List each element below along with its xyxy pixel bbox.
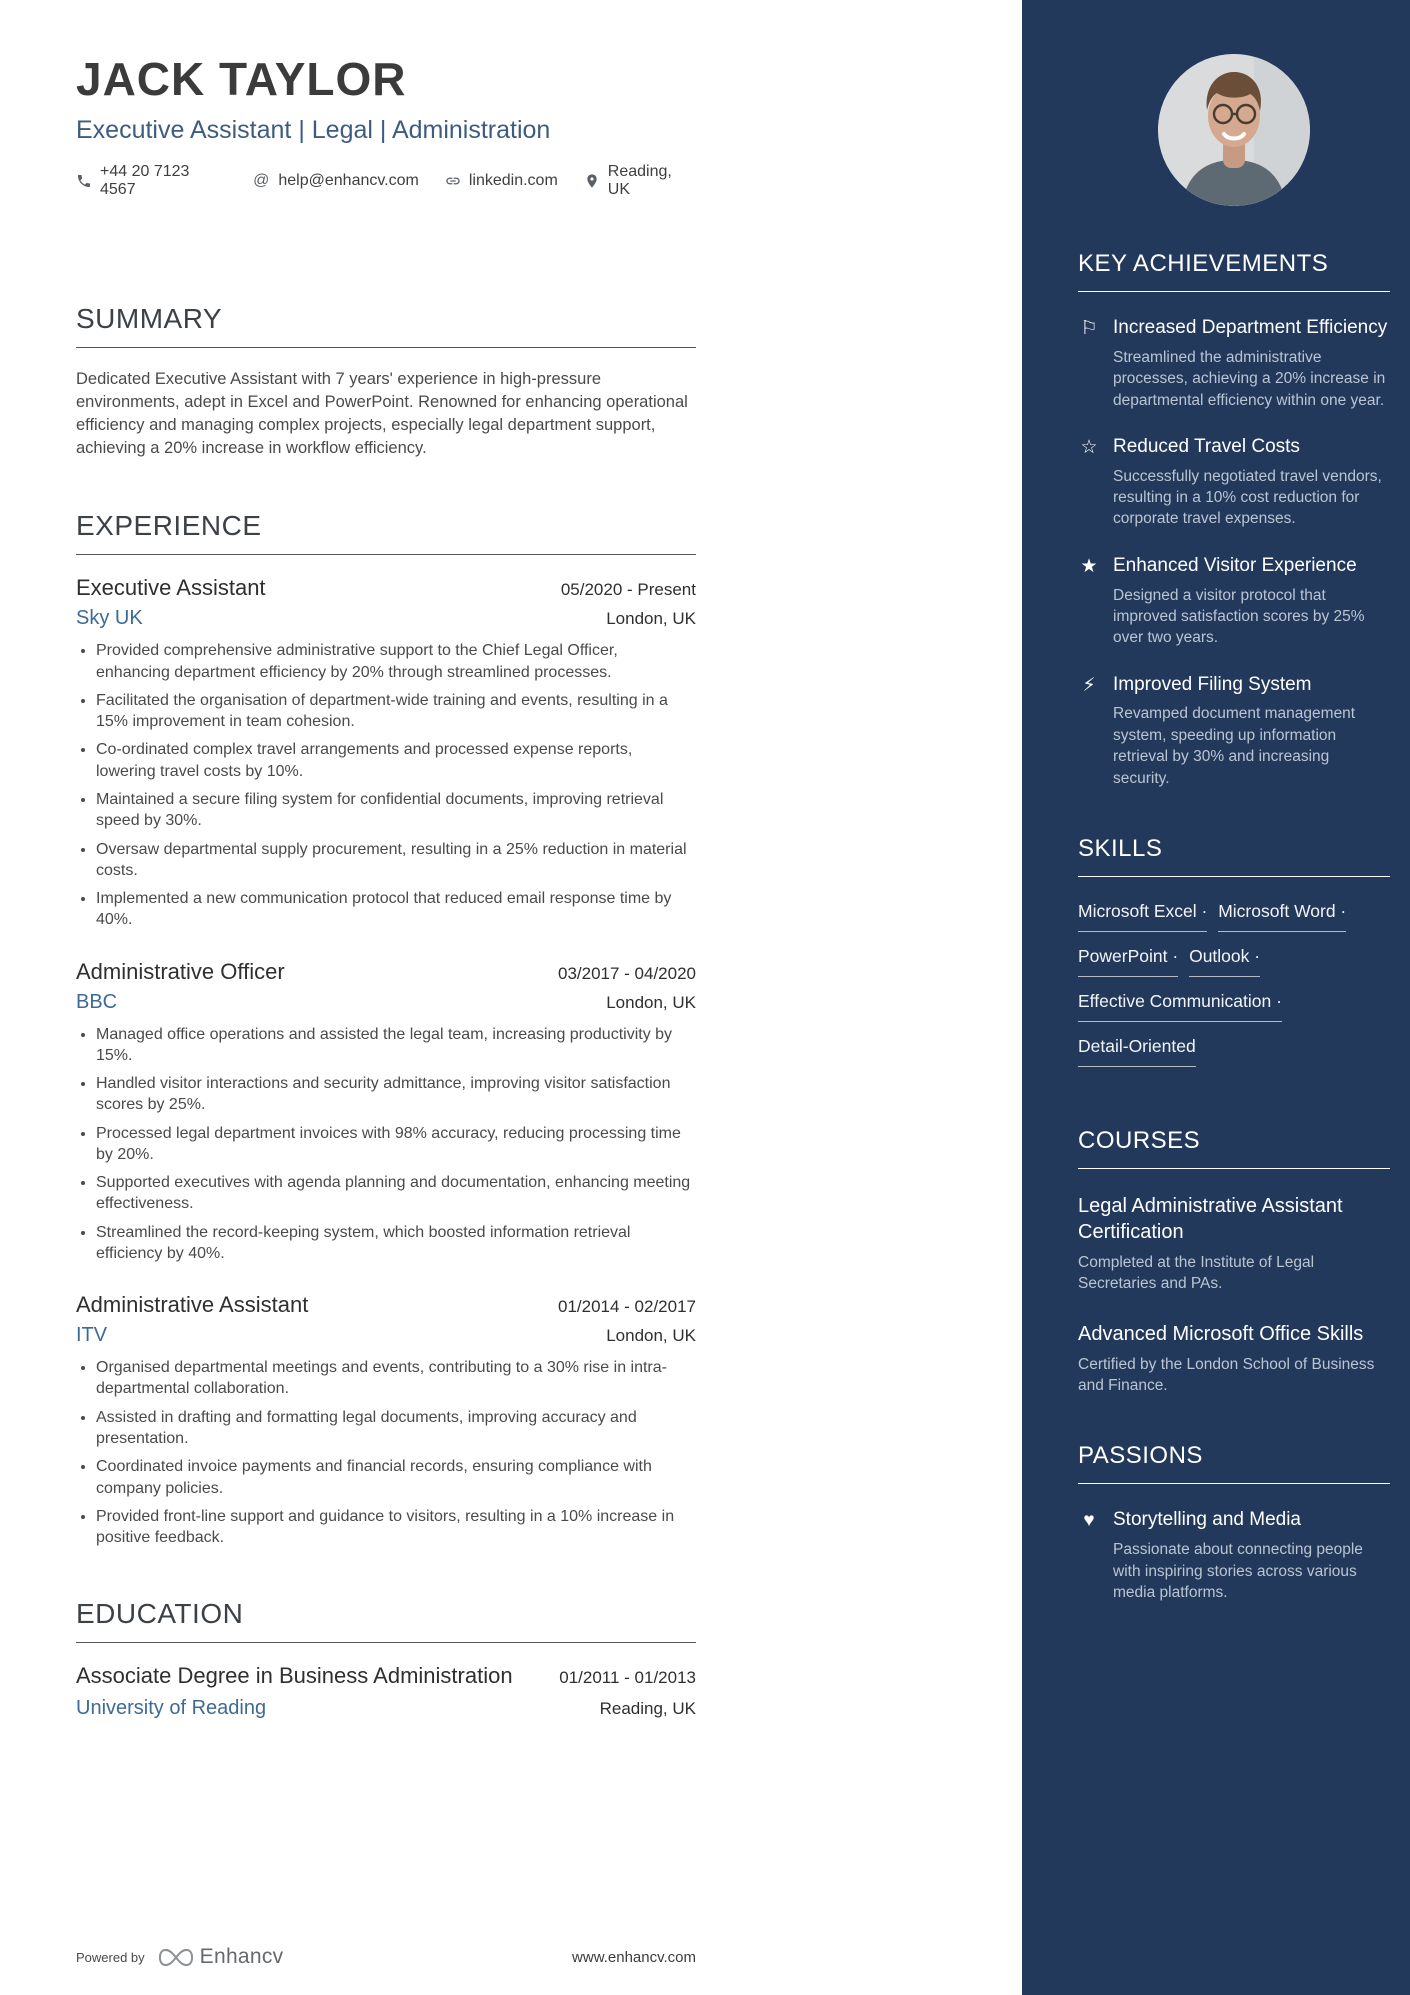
job-dates: 03/2017 - 04/2020 — [557, 963, 696, 983]
education-location: Reading, UK — [599, 1699, 696, 1719]
enhancv-brand[interactable] — [159, 1945, 284, 1969]
course-title: Legal Administrative Assistant Certification — [1078, 1194, 1343, 1243]
bullet-item: • Supported executives with agenda planning and documentation, enhancing meeting effectiveness. — [96, 1172, 696, 1215]
enhancv-logo-icon — [159, 1948, 193, 1967]
passions-heading: PASSIONS — [1078, 1442, 1390, 1484]
skill-item: Detail-Oriented — [1078, 1036, 1196, 1067]
achievement-item — [1078, 1508, 1390, 1603]
main-content — [76, 52, 696, 1720]
achievement-title: Enhanced Visitor Experience — [1113, 554, 1357, 576]
experience-item — [76, 575, 696, 930]
education-item — [76, 1663, 696, 1720]
achievement-text: Successfully negotiated travel vendors, resulting in a 10% cost reduction for corporate travel expenses. — [1113, 467, 1382, 528]
candidate-name: JACK TAYLOR — [76, 53, 407, 105]
company-name: ITV — [76, 1324, 108, 1347]
achievement-text: Passionate about connecting people with inspiring stories across various media platforms. — [1113, 1541, 1363, 1601]
achievement-item — [1078, 435, 1390, 530]
page-footer — [76, 1945, 696, 1969]
email-icon: @ — [253, 172, 270, 189]
bolt-icon: ⚡ — [1082, 674, 1096, 696]
experience-heading: EXPERIENCE — [76, 510, 696, 555]
achievement-title: Increased Department Efficiency — [1113, 317, 1388, 338]
heart-icon: ♥ — [1083, 1510, 1095, 1532]
passions-list — [1078, 1508, 1390, 1603]
company-name: Sky UK — [76, 607, 143, 630]
key-achievements-section — [1078, 250, 1390, 789]
courses-section — [1078, 1127, 1390, 1397]
education-section — [76, 1598, 696, 1720]
skill-item: Microsoft Word · — [1218, 901, 1346, 932]
achievement-text: Designed a visitor protocol that improved satisfaction scores by 25% over two years. — [1113, 586, 1365, 647]
course-item — [1078, 1321, 1390, 1397]
summary-heading: SUMMARY — [76, 303, 696, 348]
achievement-text: Revamped document management system, speeding up information retrieval by 30% and increasing security. — [1113, 705, 1356, 787]
skills-section — [1078, 835, 1390, 1081]
job-bullets — [76, 1357, 696, 1548]
bullet-item: • Maintained a secure filing system for confidential documents, improving retrieval speed by 30%. — [96, 789, 696, 832]
enhancv-website-link[interactable]: www.enhancv.com — [572, 1948, 696, 1966]
job-bullets — [76, 1024, 696, 1265]
candidate-title: Executive Assistant | Legal | Administration — [76, 116, 551, 144]
achievements-list — [1078, 316, 1390, 789]
phone-contact — [76, 163, 226, 199]
job-title: Administrative Assistant — [76, 1292, 309, 1318]
achievement-title: Reduced Travel Costs — [1113, 435, 1300, 457]
course-text: Certified by the London School of Business and Finance. — [1078, 1355, 1375, 1394]
email-address: help@enhancv.com — [278, 172, 419, 189]
location-text: Reading, UK — [607, 163, 672, 198]
bullet-item: • Streamlined the record-keeping system, which boosted information retrieval efficiency by 40%. — [96, 1222, 696, 1265]
job-location: London, UK — [606, 1326, 696, 1346]
phone-icon — [76, 173, 92, 189]
bullet-item: • Managed office operations and assisted the legal team, increasing productivity by 15%. — [96, 1024, 696, 1067]
bullet-item: • Coordinated invoice payments and financial records, ensuring compliance with company policies. — [96, 1456, 696, 1499]
bullet-item: • Facilitated the organisation of department-wide training and events, resulting in a 15% improvement in team cohesion. — [96, 690, 696, 733]
achievement-item — [1078, 673, 1390, 789]
profile-photo — [1158, 54, 1310, 206]
achievement-item — [1078, 554, 1390, 649]
bullet-item: • Co-ordinated complex travel arrangements and processed expense reports, lowering travel costs by 10%. — [96, 739, 696, 782]
linkedin-url: linkedin.com — [468, 172, 558, 189]
job-title: Administrative Officer — [76, 958, 285, 984]
achievement-title: Storytelling and Media — [1113, 1509, 1301, 1531]
job-dates: 05/2020 - Present — [560, 580, 696, 600]
skill-item: Effective Communication · — [1078, 991, 1282, 1022]
flag-icon: ⚐ — [1080, 318, 1098, 339]
company-name: BBC — [76, 990, 118, 1013]
achievement-title: Improved Filing System — [1113, 673, 1312, 695]
bullet-item: • Oversaw departmental supply procurement, resulting in a 25% reduction in material costs. — [96, 839, 696, 882]
passions-section — [1078, 1442, 1390, 1603]
bullet-item: • Handled visitor interactions and security admittance, improving visitor satisfaction scores by 25%. — [96, 1073, 696, 1116]
bullet-item: • Provided front-line support and guidance to visitors, resulting in a 10% increase in positive feedback. — [96, 1506, 696, 1549]
job-dates: 01/2014 - 02/2017 — [557, 1297, 696, 1317]
key-achievements-heading: KEY ACHIEVEMENTS — [1078, 250, 1390, 292]
sidebar — [1022, 0, 1410, 1995]
brand-name: Enhancv — [199, 1945, 284, 1968]
experience-item — [76, 1292, 696, 1548]
summary-text: Dedicated Executive Assistant with 7 years' experience in high-pressure environments, adept in Excel and PowerPoint. Renowned for enhancing operational efficiency and managing complex projects, especially legal department support, achieving a 20% increase in workflow efficiency. — [76, 370, 688, 458]
education-heading: EDUCATION — [76, 1598, 696, 1643]
phone-number: +44 20 7123 4567 — [100, 163, 190, 198]
skill-item: Outlook · — [1189, 946, 1260, 977]
contact-row — [76, 163, 696, 199]
job-location: London, UK — [606, 992, 696, 1012]
powered-by-label: Powered by — [76, 1949, 145, 1965]
linkedin-link[interactable] — [445, 172, 558, 190]
star-outline-icon: ☆ — [1080, 436, 1098, 458]
courses-list — [1078, 1193, 1390, 1397]
experience-section — [76, 510, 696, 1548]
bullet-item: • Organised departmental meetings and events, contributing to a 30% rise in intra-departmental collaboration. — [96, 1357, 696, 1400]
courses-heading: COURSES — [1078, 1127, 1390, 1169]
job-location: London, UK — [606, 609, 696, 629]
star-icon: ★ — [1080, 555, 1098, 577]
skill-item: Microsoft Excel · — [1078, 901, 1207, 932]
link-icon — [445, 173, 461, 189]
job-bullets — [76, 640, 696, 930]
skills-heading: SKILLS — [1078, 835, 1390, 877]
course-title: Advanced Microsoft Office Skills — [1078, 1322, 1364, 1345]
course-text: Completed at the Institute of Legal Secretaries and PAs. — [1078, 1253, 1315, 1293]
skills-list — [1078, 901, 1390, 1081]
bullet-item: • Processed legal department invoices with 98% accuracy, reducing processing time by 20%. — [96, 1123, 696, 1166]
location-pin-icon — [584, 173, 600, 189]
job-title: Executive Assistant — [76, 575, 266, 601]
experience-item — [76, 959, 696, 1265]
location-contact — [584, 163, 696, 199]
resume-header — [76, 52, 696, 199]
school-name: University of Reading — [76, 1697, 267, 1720]
achievement-item — [1078, 316, 1390, 411]
experience-list — [76, 575, 696, 1548]
bullet-item: • Provided comprehensive administrative support to the Chief Legal Officer, enhancing department efficiency by 20% through streamlined processes. — [96, 640, 696, 683]
summary-section — [76, 303, 696, 460]
degree-title: Associate Degree in Business Administration — [76, 1663, 513, 1689]
achievement-text: Streamlined the administrative processes, achieving a 20% increase in departmental efficiency within one year. — [1113, 348, 1386, 409]
education-dates: 01/2011 - 01/2013 — [559, 1668, 696, 1688]
course-item — [1078, 1193, 1390, 1295]
skill-item: PowerPoint · — [1078, 946, 1178, 977]
bullet-item: • Implemented a new communication protocol that reduced email response time by 40%. — [96, 888, 696, 931]
bullet-item: • Assisted in drafting and formatting legal documents, improving accuracy and presentation. — [96, 1407, 696, 1450]
email-link[interactable] — [252, 171, 419, 191]
avatar-illustration — [1158, 54, 1310, 206]
